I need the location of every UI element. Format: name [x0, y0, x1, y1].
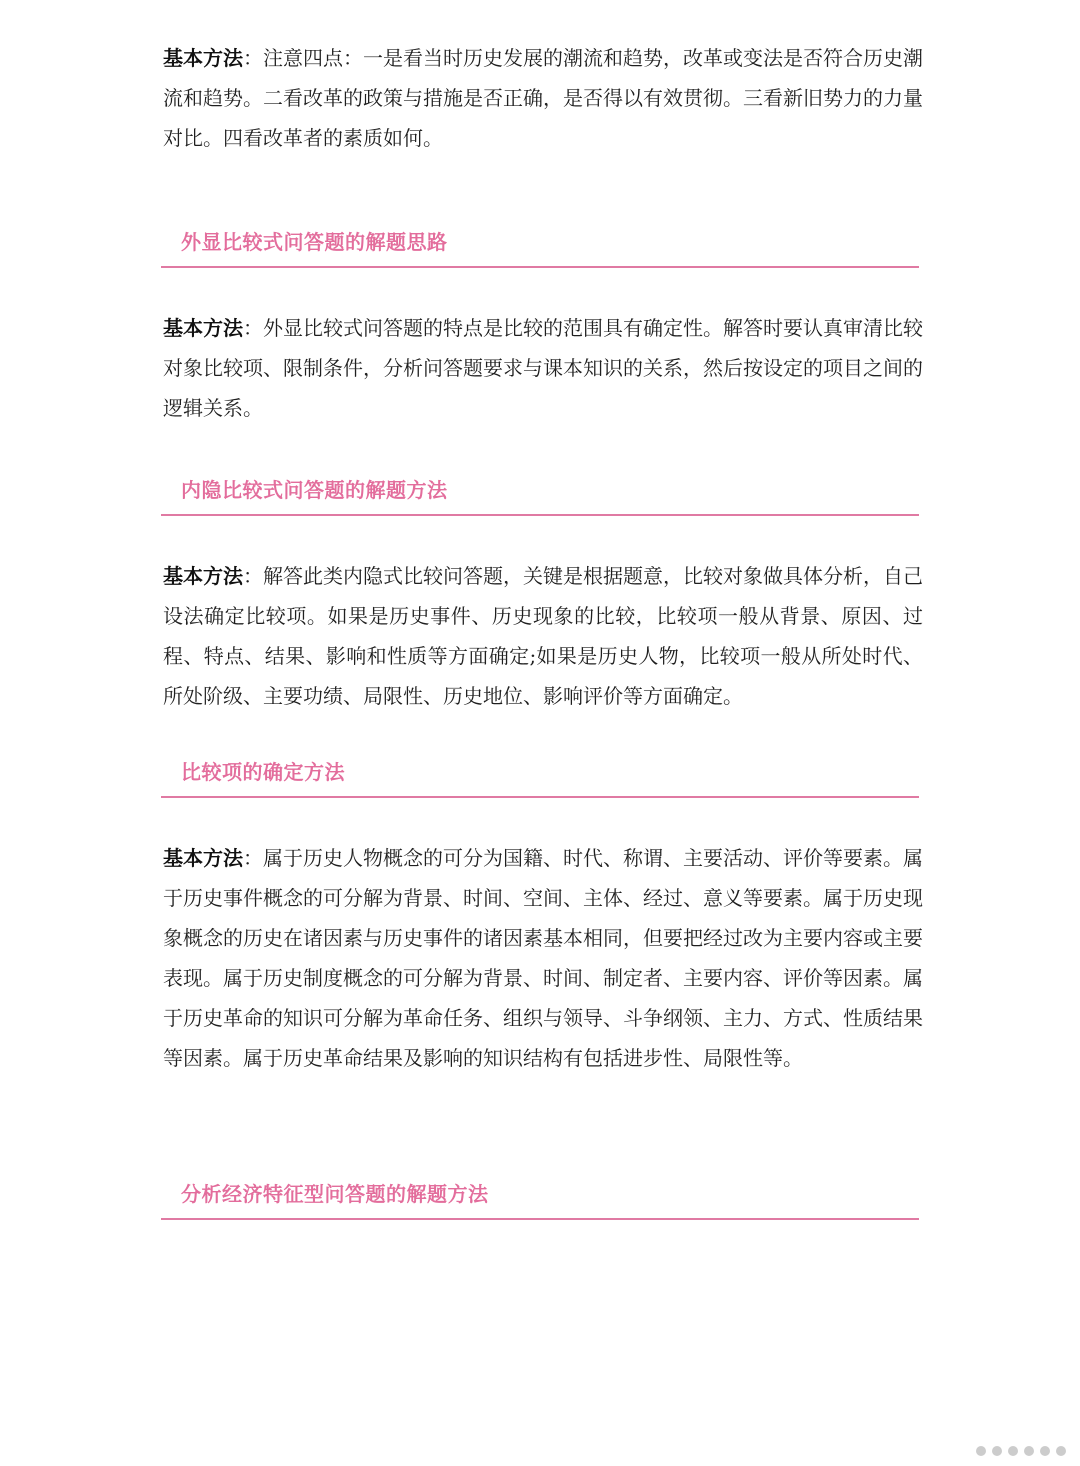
dot-icon [1056, 1446, 1066, 1456]
paragraph-explicit-comparison [163, 308, 923, 428]
dot-icon [1024, 1446, 1034, 1456]
section-heading-text: 分析经济特征型问答题的解题方法 [181, 1182, 489, 1206]
section-heading-economic-features [161, 1174, 919, 1220]
paragraph-label: 基本方法 [163, 316, 243, 340]
dot-icon [1008, 1446, 1018, 1456]
paragraph-body: ：属于历史人物概念的可分为国籍、时代、称谓、主要活动、评价等要素。属于历史事件概念的可分解为背景、时间、空间、主体、经过、意义等要素。属于历史现象概念的历史在诸因素与历史事件的诸因素基本相同，但要把经过改为主要内容或主要表现。属于历史制度概念的可分解为背景、时间、制定者、主要内容、评价等因素。属于历史革命的知识可分解为革命任务、组织与领导、斗争纲领、主力、方式、性质结果等因素。属于历史革命结果及影响的知识结构有包括进步性、局限性等。 [163, 846, 923, 1070]
dot-icon [976, 1446, 986, 1456]
dot-icon [992, 1446, 1002, 1456]
paragraph-body: ：注意四点：一是看当时历史发展的潮流和趋势，改革或变法是否符合历史潮流和趋势。二看改革的政策与措施是否正确，是否得以有效贯彻。三看新旧势力的力量对比。四看改革者的素质如何。 [163, 46, 923, 150]
paragraph-label: 基本方法 [163, 564, 243, 588]
paragraph-body: ：解答此类内隐式比较问答题，关键是根据题意，比较对象做具体分析，自己设法确定比较项。如果是历史事件、历史现象的比较，比较项一般从背景、原因、过程、特点、结果、影响和性质等方面确定;如果是历史人物，比较项一般从所处时代、所处阶级、主要功绩、局限性、历史地位、影响评价等方面确定。 [163, 564, 923, 708]
section-heading-implicit-comparison [161, 470, 919, 516]
page-dots-indicator [976, 1446, 1066, 1456]
paragraph-body: ：外显比较式问答题的特点是比较的范围具有确定性。解答时要认真审清比较对象比较项、限制条件，分析问答题要求与课本知识的关系，然后按设定的项目之间的逻辑关系。 [163, 316, 923, 420]
paragraph-implicit-comparison [163, 556, 923, 716]
paragraph-label: 基本方法 [163, 46, 243, 70]
section-heading-explicit-comparison [161, 222, 919, 268]
section-heading-text: 比较项的确定方法 [181, 760, 345, 784]
section-heading-text: 内隐比较式问答题的解题方法 [181, 478, 448, 502]
paragraph-comparison-items [163, 838, 923, 1078]
section-heading-text: 外显比较式问答题的解题思路 [181, 230, 448, 254]
dot-icon [1040, 1446, 1050, 1456]
paragraph-label: 基本方法 [163, 846, 243, 870]
paragraph-reform-method [163, 38, 923, 158]
section-heading-comparison-items [161, 752, 919, 798]
